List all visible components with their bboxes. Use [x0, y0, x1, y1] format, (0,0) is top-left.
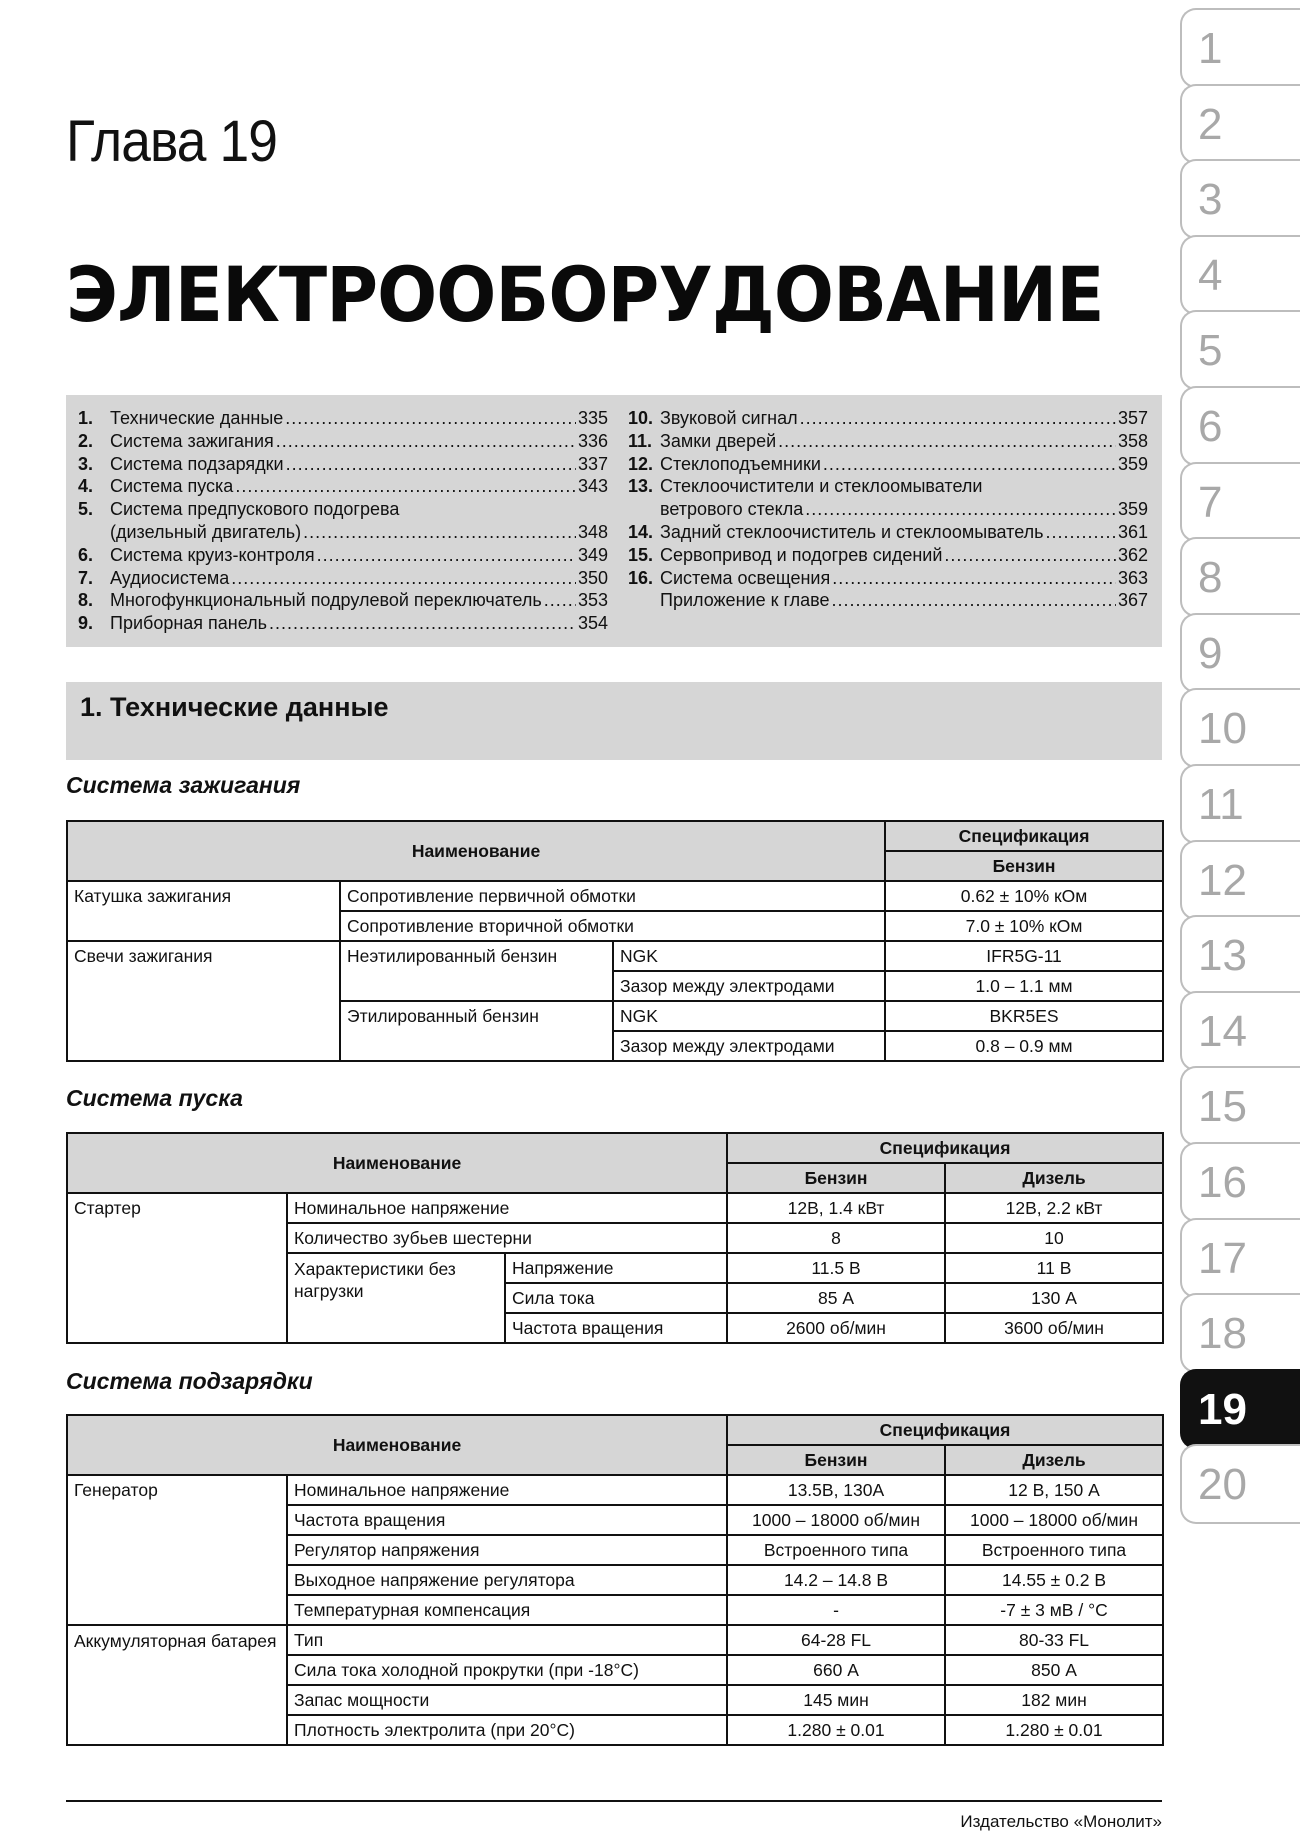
table-cell: 0.8 – 0.9 мм — [885, 1031, 1163, 1061]
table-cell: Запас мощности — [287, 1685, 727, 1715]
toc-item-title: Система круиз-контроля — [110, 544, 315, 565]
toc-leader-dots — [317, 544, 576, 567]
toc-item-page: 343 — [577, 476, 608, 497]
chapter-tab-4[interactable] — [1180, 235, 1300, 315]
chapter-tab-label: 4 — [1198, 250, 1223, 300]
table-cell: Аккумуляторная батарея — [67, 1625, 287, 1745]
toc-item-title: Сервопривод и подогрев сидений — [660, 544, 943, 565]
toc-item-title: Система предпускового подогрева — [110, 499, 400, 520]
chapter-tab-label: 15 — [1198, 1082, 1247, 1132]
table-cell: Количество зубьев шестерни — [287, 1223, 727, 1253]
toc-leader-dots — [231, 567, 576, 590]
header-name: Наименование — [67, 1133, 727, 1193]
chapter-tab-16[interactable] — [1180, 1142, 1300, 1222]
section-title: 1. Технические данные — [80, 692, 389, 722]
chapter-tab-13[interactable] — [1180, 915, 1300, 995]
toc-item-page: 367 — [1117, 590, 1148, 611]
toc-item[interactable] — [78, 567, 608, 590]
toc-item-title: Приборная панель — [110, 613, 268, 634]
toc-item[interactable] — [78, 498, 608, 521]
toc-item-number: 13. — [628, 476, 654, 497]
header-name: Наименование — [67, 821, 885, 881]
chapter-title: ЭЛЕКТРООБОРУДОВАНИЕ — [66, 250, 1104, 339]
publisher: Издательство «Монолит» — [960, 1812, 1162, 1831]
header-diesel: Дизель — [945, 1163, 1163, 1193]
toc-item-page: 357 — [1117, 408, 1148, 428]
toc-item-number: 1. — [78, 408, 94, 428]
toc-item-title: Стеклоподъемники — [660, 453, 821, 474]
toc-item-number: 5. — [78, 499, 94, 520]
toc-leader-dots — [303, 521, 576, 544]
table-cell: IFR5G-11 — [885, 941, 1163, 971]
chapter-tab-7[interactable] — [1180, 462, 1300, 542]
toc-leader-dots — [269, 612, 576, 635]
toc-leader-dots — [800, 407, 1116, 430]
chapter-tab-label: 3 — [1198, 175, 1223, 225]
toc-item-page: 348 — [577, 521, 608, 542]
ignition-table — [66, 820, 1164, 1062]
toc-item[interactable] — [78, 612, 608, 635]
toc-item-page: 362 — [1117, 544, 1148, 565]
toc-item[interactable] — [628, 567, 1148, 590]
toc-item-title: Звуковой сигнал — [660, 408, 798, 428]
toc-item-number: 10. — [628, 408, 654, 428]
table-cell: 10 — [945, 1223, 1163, 1253]
table-cell: -7 ± 3 мВ / °C — [945, 1595, 1163, 1625]
header-petrol: Бензин — [885, 851, 1163, 881]
chapter-tab-3[interactable] — [1180, 159, 1300, 239]
table-cell: 1000 – 18000 об/мин — [945, 1505, 1163, 1535]
toc-item[interactable] — [628, 544, 1148, 567]
toc-item-number: 15. — [628, 544, 654, 565]
table-cell: Напряжение — [505, 1253, 727, 1283]
toc-leader-dots — [276, 430, 576, 453]
toc-item[interactable] — [628, 430, 1148, 453]
toc-item[interactable] — [78, 544, 608, 567]
toc-item-number: 14. — [628, 521, 654, 542]
toc-item-page: 363 — [1117, 567, 1148, 588]
chapter-tab-15[interactable] — [1180, 1066, 1300, 1146]
chapter-tab-label: 17 — [1198, 1233, 1247, 1283]
toc-item-title: Аудиосистема — [110, 567, 230, 588]
toc-item-page: 359 — [1117, 453, 1148, 474]
table-cell: 145 мин — [727, 1685, 945, 1715]
table-cell: Выходное напряжение регулятора — [287, 1565, 727, 1595]
toc-item-number: 12. — [628, 453, 654, 474]
header-spec: Спецификация — [885, 821, 1163, 851]
toc-leader-dots — [832, 589, 1116, 612]
toc-leader-dots — [823, 453, 1116, 476]
toc-right-column — [628, 407, 1148, 612]
toc-item-title: Многофункциональный подрулевой переключатель — [110, 590, 542, 611]
chapter-tab-label: 6 — [1198, 402, 1223, 451]
chapter-tab-label: 2 — [1198, 99, 1223, 149]
header-diesel: Дизель — [945, 1445, 1163, 1475]
toc-item[interactable] — [628, 407, 1148, 430]
charging-table — [66, 1414, 1164, 1746]
toc-leader-dots — [944, 544, 1116, 567]
table-cell: 13.5В, 130А — [727, 1475, 945, 1505]
table-cell: Частота вращения — [287, 1505, 727, 1535]
table-cell: 0.62 ± 10% кОм — [885, 881, 1163, 911]
toc-item-page: 336 — [577, 430, 608, 451]
toc-item-page: 358 — [1117, 430, 1148, 451]
table-cell: 2600 об/мин — [727, 1313, 945, 1343]
toc-item-title: Система освещения — [660, 567, 831, 588]
table-cell: Номинальное напряжение — [287, 1193, 727, 1223]
toc-item-title: Система пуска — [110, 476, 234, 497]
charging-heading: Система подзарядки — [66, 1368, 313, 1394]
toc-item[interactable] — [78, 407, 608, 430]
table-cell: Номинальное напряжение — [287, 1475, 727, 1505]
toc-item[interactable] — [628, 453, 1148, 476]
table-cell: Встроенного типа — [945, 1535, 1163, 1565]
chapter-tab-20[interactable] — [1180, 1444, 1300, 1524]
toc-item-title: Задний стеклоочиститель и стеклоомыватель — [660, 521, 1044, 542]
chapter-tab-1[interactable] — [1180, 8, 1300, 88]
toc-leader-dots — [235, 475, 576, 498]
table-cell: 12В, 1.4 кВт — [727, 1193, 945, 1223]
toc-item-page: 335 — [577, 408, 608, 428]
header-spec: Спецификация — [727, 1133, 1163, 1163]
table-cell: 11 В — [945, 1253, 1163, 1283]
starting-heading: Система пуска — [66, 1085, 243, 1111]
table-cell: Зазор между электродами — [613, 971, 885, 1001]
toc-item[interactable] — [78, 589, 608, 612]
starting-table — [66, 1132, 1164, 1344]
table-cell: 11.5 В — [727, 1253, 945, 1283]
table-cell: 12В, 2.2 кВт — [945, 1193, 1163, 1223]
table-cell: Катушка зажигания — [67, 881, 340, 941]
toc-leader-dots — [544, 589, 576, 612]
toc-item-title: Система подзарядки — [110, 453, 284, 474]
toc-item-number: 2. — [78, 430, 94, 451]
toc-item[interactable] — [78, 521, 608, 544]
toc-leader-dots — [805, 498, 1116, 521]
table-cell: Неэтилированный бензин — [340, 941, 613, 1001]
chapter-tab-8[interactable] — [1180, 537, 1300, 617]
toc-item-page: 353 — [577, 590, 608, 611]
toc-item[interactable] — [628, 498, 1148, 521]
chapter-tab-label: 14 — [1198, 1006, 1247, 1056]
toc-item-page: 359 — [1117, 499, 1148, 520]
toc-item-title: (дизельный двигатель) — [110, 521, 302, 542]
table-cell: 80-33 FL — [945, 1625, 1163, 1655]
table-cell: Сопротивление вторичной обмотки — [340, 911, 885, 941]
table-cell: 14.2 – 14.8 В — [727, 1565, 945, 1595]
table-cell: Плотность электролита (при 20°C) — [287, 1715, 727, 1745]
toc-item-page: 350 — [577, 567, 608, 588]
toc-item-number: 7. — [78, 567, 94, 588]
table-cell: 8 — [727, 1223, 945, 1253]
chapter-tab-label: 11 — [1198, 780, 1244, 829]
table-cell: 7.0 ± 10% кОм — [885, 911, 1163, 941]
chapter-tab-label: 5 — [1198, 326, 1223, 376]
toc-item-number: 9. — [78, 613, 94, 634]
header-name: Наименование — [67, 1415, 727, 1475]
toc-item-number: 3. — [78, 453, 94, 474]
table-cell: Свечи зажигания — [67, 941, 340, 1061]
chapter-tab-10[interactable] — [1180, 688, 1300, 768]
table-cell: 130 А — [945, 1283, 1163, 1313]
table-cell: Сопротивление первичной обмотки — [340, 881, 885, 911]
table-cell: Регулятор напряжения — [287, 1535, 727, 1565]
toc-item-number: 11. — [628, 430, 653, 451]
table-cell: 660 А — [727, 1655, 945, 1685]
footer-divider — [66, 1800, 1162, 1802]
table-cell: Сила тока холодной прокрутки (при -18°C) — [287, 1655, 727, 1685]
toc-item[interactable] — [628, 521, 1148, 544]
table-cell: 1.280 ± 0.01 — [727, 1715, 945, 1745]
toc-item-number: 4. — [78, 476, 94, 497]
chapter-tab-6[interactable] — [1180, 386, 1300, 466]
table-of-contents — [66, 395, 1162, 647]
chapter-tab-label: 8 — [1198, 553, 1223, 603]
header-petrol: Бензин — [727, 1163, 945, 1193]
table-cell: 64-28 FL — [727, 1625, 945, 1655]
table-cell: 12 В, 150 А — [945, 1475, 1163, 1505]
chapter-tab-label: 7 — [1198, 477, 1223, 527]
table-cell: 3600 об/мин — [945, 1313, 1163, 1343]
toc-leader-dots — [778, 430, 1116, 453]
chapter-tab-label: 18 — [1198, 1309, 1247, 1359]
section-header — [66, 682, 1162, 760]
table-cell: 14.55 ± 0.2 В — [945, 1565, 1163, 1595]
toc-item-number: 16. — [628, 567, 654, 588]
chapter-tab-label: 13 — [1198, 931, 1247, 981]
table-cell: Температурная компенсация — [287, 1595, 727, 1625]
table-cell: 1.280 ± 0.01 — [945, 1715, 1163, 1745]
chapter-tab-label: 19 — [1198, 1384, 1247, 1434]
table-cell: 850 А — [945, 1655, 1163, 1685]
chapter-tab-label: 1 — [1198, 24, 1223, 73]
chapter-tab-label: 10 — [1198, 704, 1247, 754]
table-cell: Частота вращения — [505, 1313, 727, 1343]
table-cell: Тип — [287, 1625, 727, 1655]
toc-item-page: 349 — [577, 544, 608, 565]
table-cell: Характеристики без нагрузки — [287, 1253, 505, 1343]
table-cell: Этилированный бензин — [340, 1001, 613, 1061]
toc-left-column — [78, 407, 608, 635]
chapter-tab-2[interactable] — [1180, 84, 1300, 164]
toc-item-title: Приложение к главе — [660, 590, 830, 611]
table-cell: NGK — [613, 1001, 885, 1031]
toc-leader-dots — [285, 407, 576, 430]
toc-item[interactable] — [78, 453, 608, 476]
table-cell: Генератор — [67, 1475, 287, 1625]
chapter-tab-label: 9 — [1198, 628, 1223, 678]
toc-item-title: Технические данные — [110, 408, 284, 428]
toc-leader-dots — [286, 453, 576, 476]
chapter-tab-18[interactable] — [1180, 1293, 1300, 1373]
table-cell: BKR5ES — [885, 1001, 1163, 1031]
table-cell: NGK — [613, 941, 885, 971]
toc-item-page: 361 — [1117, 521, 1148, 542]
toc-item-title: ветрового стекла — [660, 499, 804, 520]
chapter-tab-12[interactable] — [1180, 840, 1300, 920]
toc-item[interactable] — [78, 430, 608, 453]
toc-leader-dots — [832, 567, 1116, 590]
chapter-label: Глава 19 — [66, 109, 277, 174]
chapter-tab-label: 16 — [1198, 1158, 1247, 1207]
chapter-tab-9[interactable] — [1180, 613, 1300, 693]
toc-item[interactable] — [628, 475, 1148, 498]
table-cell: Встроенного типа — [727, 1535, 945, 1565]
toc-item-page: 354 — [577, 613, 608, 634]
chapter-tab-label: 12 — [1198, 855, 1247, 905]
table-cell: 1.0 – 1.1 мм — [885, 971, 1163, 1001]
table-cell: Зазор между электродами — [613, 1031, 885, 1061]
chapter-tab-5[interactable] — [1180, 310, 1300, 390]
chapter-tab-label: 20 — [1198, 1460, 1247, 1510]
toc-item-page: 337 — [577, 453, 608, 474]
toc-item-number: 8. — [78, 590, 94, 611]
toc-item-title: Система зажигания — [110, 430, 274, 451]
toc-item-title: Стеклоочистители и стеклоомыватели — [660, 476, 983, 497]
table-cell: Стартер — [67, 1193, 287, 1343]
table-cell: 85 А — [727, 1283, 945, 1313]
header-petrol: Бензин — [727, 1445, 945, 1475]
toc-item[interactable] — [78, 475, 608, 498]
toc-item-title: Замки дверей — [660, 430, 777, 451]
ignition-heading: Система зажигания — [66, 772, 301, 798]
table-cell: Сила тока — [505, 1283, 727, 1313]
toc-leader-dots — [1046, 521, 1116, 544]
chapter-tab-19[interactable] — [1180, 1369, 1300, 1449]
toc-item[interactable] — [628, 589, 1148, 612]
chapter-tab-14[interactable] — [1180, 991, 1300, 1071]
toc-item-number: 6. — [78, 544, 94, 565]
header-spec: Спецификация — [727, 1415, 1163, 1445]
chapter-tab-11[interactable] — [1180, 764, 1300, 844]
table-cell: 182 мин — [945, 1685, 1163, 1715]
table-cell: 1000 – 18000 об/мин — [727, 1505, 945, 1535]
chapter-tab-17[interactable] — [1180, 1218, 1300, 1298]
table-cell: - — [727, 1595, 945, 1625]
